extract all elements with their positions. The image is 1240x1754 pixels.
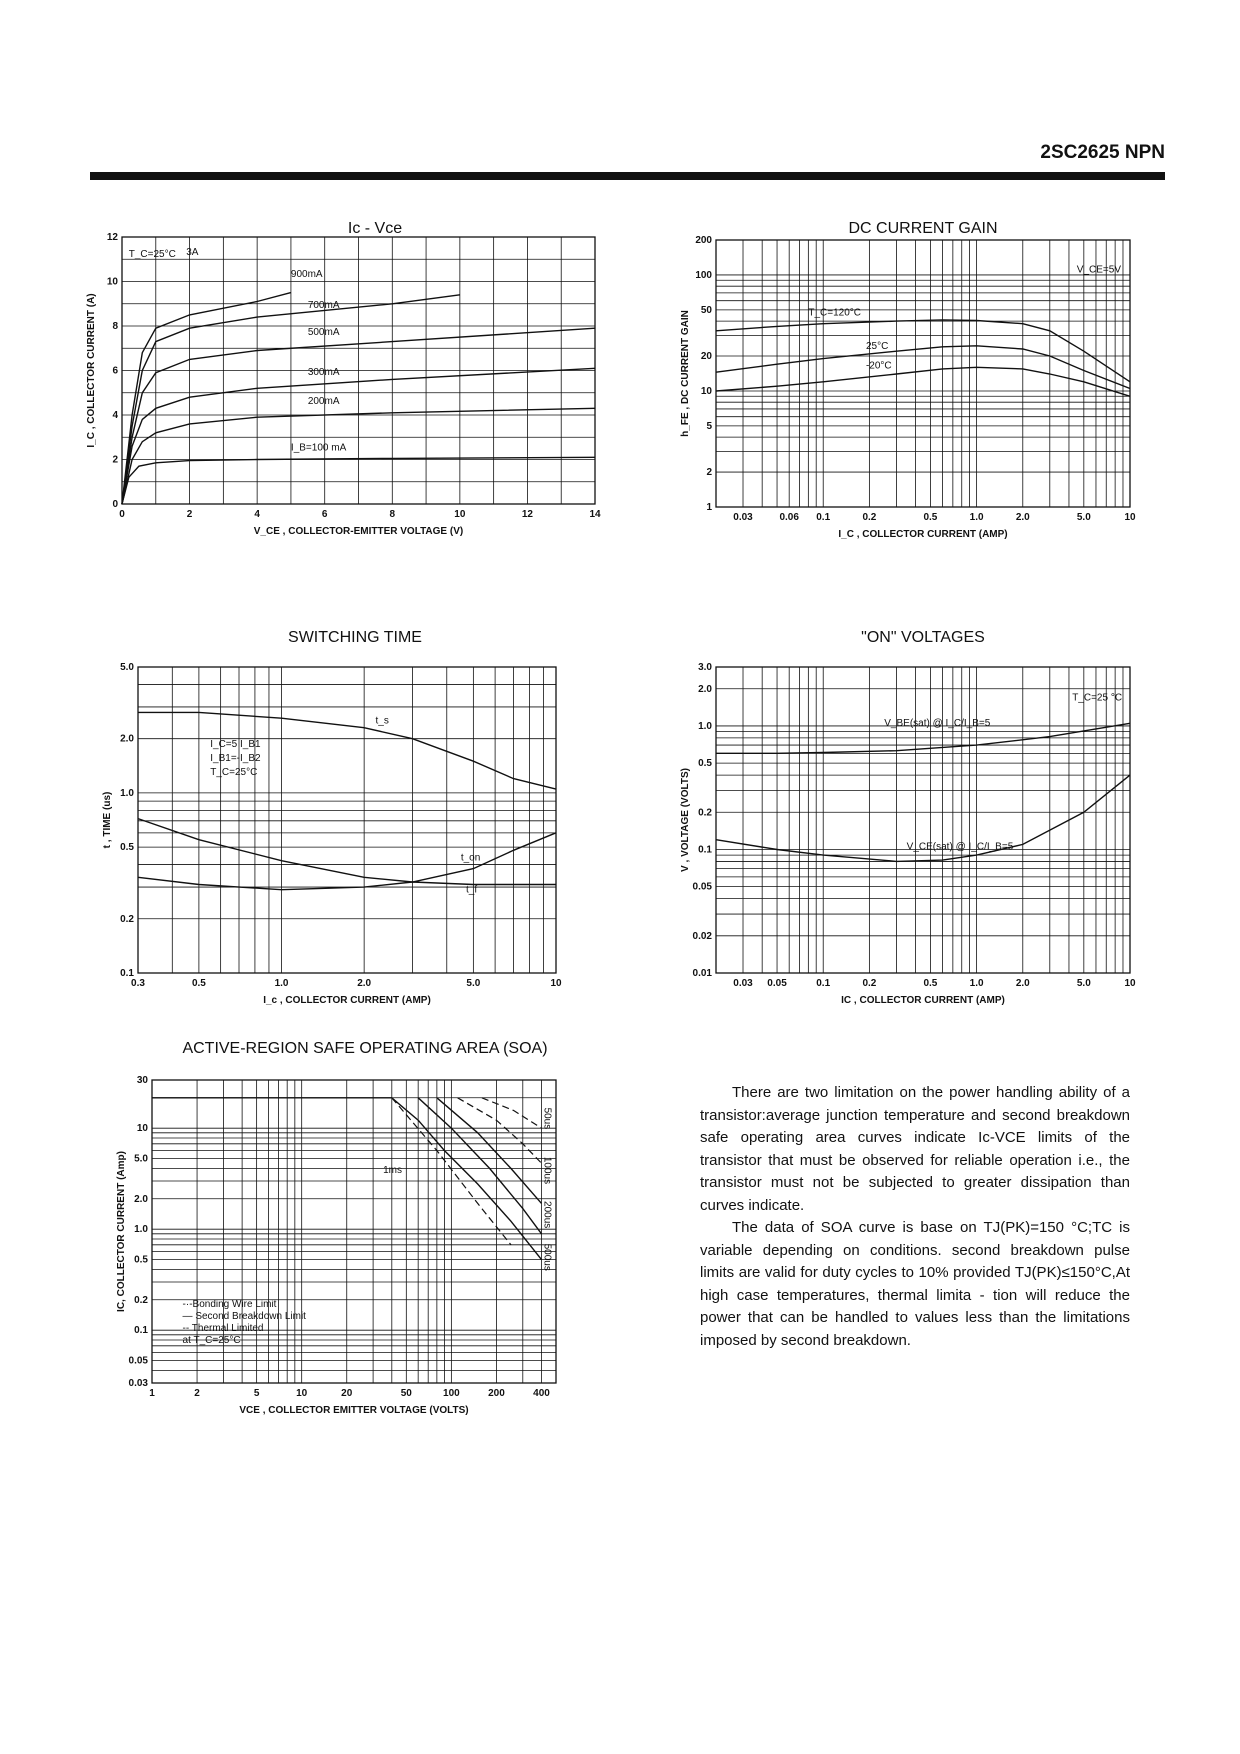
y-tick-label: 1	[706, 502, 712, 513]
x-tick-label: 0	[119, 509, 125, 520]
x-tick-label: 2.0	[1015, 978, 1030, 989]
x-tick-label: 0.2	[862, 978, 877, 989]
x-tick-label: 0.5	[923, 512, 938, 523]
y-tick-label: 2.0	[134, 1193, 148, 1205]
y-tick-label: 30	[136, 1075, 148, 1086]
series-label: 500mA	[307, 326, 340, 338]
x-tick-label: 5	[253, 1388, 260, 1399]
series-label: V_BE(sat) @ I_C/I_B=5	[884, 717, 991, 729]
y-tick-label: 8	[112, 321, 118, 332]
y-tick-label: 0.5	[134, 1254, 148, 1266]
x-tick-label: 12	[521, 509, 533, 520]
y-tick-label: 4	[112, 410, 118, 421]
x-tick-label: 0.06	[779, 512, 799, 523]
series-label: 700mA	[307, 300, 340, 312]
y-tick-label: 0.05	[692, 881, 712, 893]
y-axis-label: t , TIME (us)	[102, 791, 113, 849]
y-tick-label: 10	[136, 1123, 148, 1135]
y-tick-label: 0.1	[698, 844, 712, 856]
x-tick-label: 0.3	[131, 978, 145, 989]
y-tick-label: 0	[112, 499, 118, 510]
x-tick-label: 0.1	[816, 512, 831, 523]
y-tick-label: 10	[700, 385, 712, 397]
x-tick-label: 0.5	[191, 978, 206, 989]
legend-entry: -·-Bonding Wire Limit	[182, 1298, 277, 1310]
series-line	[138, 877, 556, 889]
y-tick-label: 50	[700, 304, 712, 316]
soa-description	[700, 1082, 1130, 1352]
x-tick-label: 0.2	[862, 512, 877, 523]
series-line	[122, 293, 291, 504]
x-tick-label: 2	[186, 509, 193, 520]
series-label: V_CE(sat) @ I_C/I_B=5	[906, 841, 1014, 853]
x-tick-label: 10	[1124, 978, 1136, 989]
condition-label: I_C=5 I_B1	[210, 738, 261, 750]
series-label: t_s	[375, 715, 389, 727]
series-line	[458, 1098, 542, 1163]
description-paragraph-2: The data of SOA curve is base on TJ(PK)=150 °C;TC is variable depending on conditions. second breakdown pulse limits are valid for duty cycles to 10% provided TJ(PK)≤150°C,At high case temperatures, thermal limita - tion will reduce the power that can be handled to values less than the limitations imposed by second breakdown.	[700, 1219, 1130, 1349]
y-tick-label: 6	[112, 365, 118, 377]
x-tick-label: 10	[1124, 512, 1136, 523]
x-axis-label: VCE , COLLECTOR EMITTER VOLTAGE (VOLTS)	[239, 1405, 469, 1416]
x-tick-label: 1.0	[969, 512, 984, 523]
x-axis-label: I_C , COLLECTOR CURRENT (AMP)	[838, 529, 1008, 540]
x-tick-label: 2.0	[357, 978, 372, 989]
x-tick-label: 0.03	[733, 978, 753, 989]
y-axis-label: V , VOLTAGE (VOLTS)	[680, 768, 691, 872]
y-tick-label: 0.2	[120, 913, 134, 925]
x-axis-label: IC , COLLECTOR CURRENT (AMP)	[841, 995, 1005, 1006]
x-tick-label: 4	[254, 509, 260, 520]
y-tick-label: 2.0	[698, 683, 712, 695]
series-line	[482, 1098, 542, 1128]
current-label: 3A	[186, 246, 199, 258]
series-label: t_on	[460, 852, 481, 864]
curve-label: 100us	[541, 1156, 553, 1185]
x-tick-label: 2.0	[1015, 512, 1030, 523]
part-number: 2SC2625 NPN	[1040, 142, 1165, 163]
series-label: -20°C	[865, 360, 892, 372]
y-tick-label: 0.01	[692, 968, 712, 979]
x-tick-label: 5.0	[1076, 512, 1091, 523]
x-tick-label: 1	[149, 1388, 155, 1399]
on-voltages-chart	[660, 660, 1160, 1020]
y-tick-label: 0.2	[134, 1294, 148, 1306]
soa-chart	[90, 1070, 590, 1416]
series-label: T_C=120°C	[808, 307, 861, 319]
series-line	[716, 367, 1130, 396]
y-tick-label: 12	[106, 232, 118, 243]
x-tick-label: 0.5	[923, 978, 938, 989]
x-tick-label: 14	[589, 509, 601, 520]
condition-label: T_C=25°C	[210, 766, 258, 778]
y-tick-label: 0.1	[134, 1325, 148, 1337]
series-line	[716, 320, 1130, 382]
case-temperature-label: T_C=25 °C	[1072, 692, 1123, 704]
y-axis-label: I_C , COLLECTOR CURRENT (A)	[86, 293, 97, 448]
curve-label: 1ms	[383, 1165, 403, 1177]
series-label: t_f	[465, 884, 478, 896]
x-tick-label: 6	[321, 509, 328, 520]
dc-gain-title: DC CURRENT GAIN	[848, 220, 998, 237]
y-tick-label: 5.0	[120, 662, 134, 673]
x-tick-label: 1.0	[969, 978, 984, 989]
y-tick-label: 1.0	[698, 720, 712, 732]
x-tick-label: 0.05	[767, 978, 787, 989]
y-tick-label: 2.0	[120, 733, 134, 745]
y-axis-label: IC, COLLECTOR CURRENT (Amp)	[116, 1151, 127, 1312]
series-label: 200mA	[307, 395, 340, 407]
x-axis-label: I_c , COLLECTOR CURRENT (AMP)	[263, 995, 431, 1006]
y-tick-label: 10	[106, 276, 118, 288]
y-tick-label: 1.0	[120, 787, 134, 799]
vce-condition-label: V_CE=5V	[1076, 264, 1122, 276]
dc-gain-chart	[660, 235, 1160, 610]
curve-label: 500us	[541, 1243, 553, 1271]
x-tick-label: 1.0	[274, 978, 289, 989]
x-tick-label: 8	[389, 509, 396, 520]
y-axis-label: h_FE , DC CURRENT GAIN	[680, 310, 691, 437]
y-tick-label: 2	[706, 467, 712, 479]
y-tick-label: 0.05	[128, 1355, 148, 1367]
series-line	[138, 819, 556, 882]
x-tick-label: 10	[550, 978, 562, 989]
series-label: 900mA	[290, 269, 323, 281]
series-label: 25°C	[865, 340, 889, 352]
grid-lines	[122, 237, 595, 504]
y-tick-label: 0.02	[692, 930, 712, 942]
x-tick-label: 50	[400, 1388, 412, 1399]
curve-label: 50us	[541, 1107, 553, 1130]
grid-lines	[716, 240, 1130, 507]
ic-vce-title: Ic - Vce	[347, 220, 403, 237]
y-tick-label: 5.0	[134, 1153, 148, 1165]
x-tick-label: 0.03	[733, 512, 753, 523]
y-tick-label: 0.2	[698, 807, 712, 819]
legend-entry: — Second Breakdown Limit	[182, 1310, 306, 1322]
header-rule	[90, 172, 1165, 180]
switching-time-chart	[90, 660, 590, 1020]
y-tick-label: 0.5	[698, 758, 712, 770]
x-tick-label: 20	[341, 1388, 353, 1399]
x-tick-label: 10	[296, 1388, 308, 1399]
x-tick-label: 200	[488, 1388, 505, 1399]
x-axis-label: V_CE , COLLECTOR-EMITTER VOLTAGE (V)	[253, 526, 464, 537]
x-tick-label: 10	[454, 509, 466, 520]
on-voltages-title: "ON" VOLTAGES	[861, 629, 985, 646]
x-tick-label: 5.0	[1076, 978, 1091, 989]
y-tick-label: 3.0	[698, 662, 712, 673]
x-tick-label: 2	[194, 1388, 200, 1399]
x-tick-label: 5.0	[466, 978, 481, 989]
x-tick-label: 100	[443, 1388, 460, 1399]
x-tick-label: 400	[533, 1388, 550, 1399]
y-tick-label: 0.03	[128, 1378, 148, 1389]
series-label: 300mA	[307, 366, 340, 378]
curve-label: 200us	[541, 1201, 553, 1229]
ic-vce-chart	[86, 232, 601, 610]
y-tick-label: 100	[695, 269, 712, 281]
y-tick-label: 200	[695, 235, 712, 246]
y-tick-label: 0.5	[120, 842, 134, 854]
y-tick-label: 20	[700, 351, 712, 363]
x-tick-label: 0.1	[816, 978, 831, 989]
y-tick-label: 0.1	[120, 968, 134, 979]
y-tick-label: 1.0	[134, 1224, 148, 1236]
series-line	[716, 346, 1130, 389]
switching-time-title: SWITCHING TIME	[288, 629, 422, 646]
series-line	[138, 712, 556, 789]
y-tick-label: 5	[706, 420, 712, 432]
condition-label: I_B1=-I_B2	[210, 752, 261, 764]
legend-entry: at T_C=25°C	[182, 1334, 241, 1346]
series-label: I_B=100 mA	[290, 442, 347, 454]
soa-title: ACTIVE-REGION SAFE OPERATING AREA (SOA)	[182, 1040, 548, 1057]
y-tick-label: 2	[112, 454, 118, 466]
description-paragraph-1: There are two limitation on the power handling ability of a transistor:average junction temperature and second breakdown safe operating area curves indicate Ic-VCE limits of the transistor that must be observed for reliable operation i.e., the transistor must not be subjected to greater dissipation than curves indicate.	[700, 1084, 1130, 1214]
case-temperature-label: T_C=25°C	[128, 249, 176, 261]
legend-entry: -- Thermal Limited	[182, 1322, 264, 1334]
